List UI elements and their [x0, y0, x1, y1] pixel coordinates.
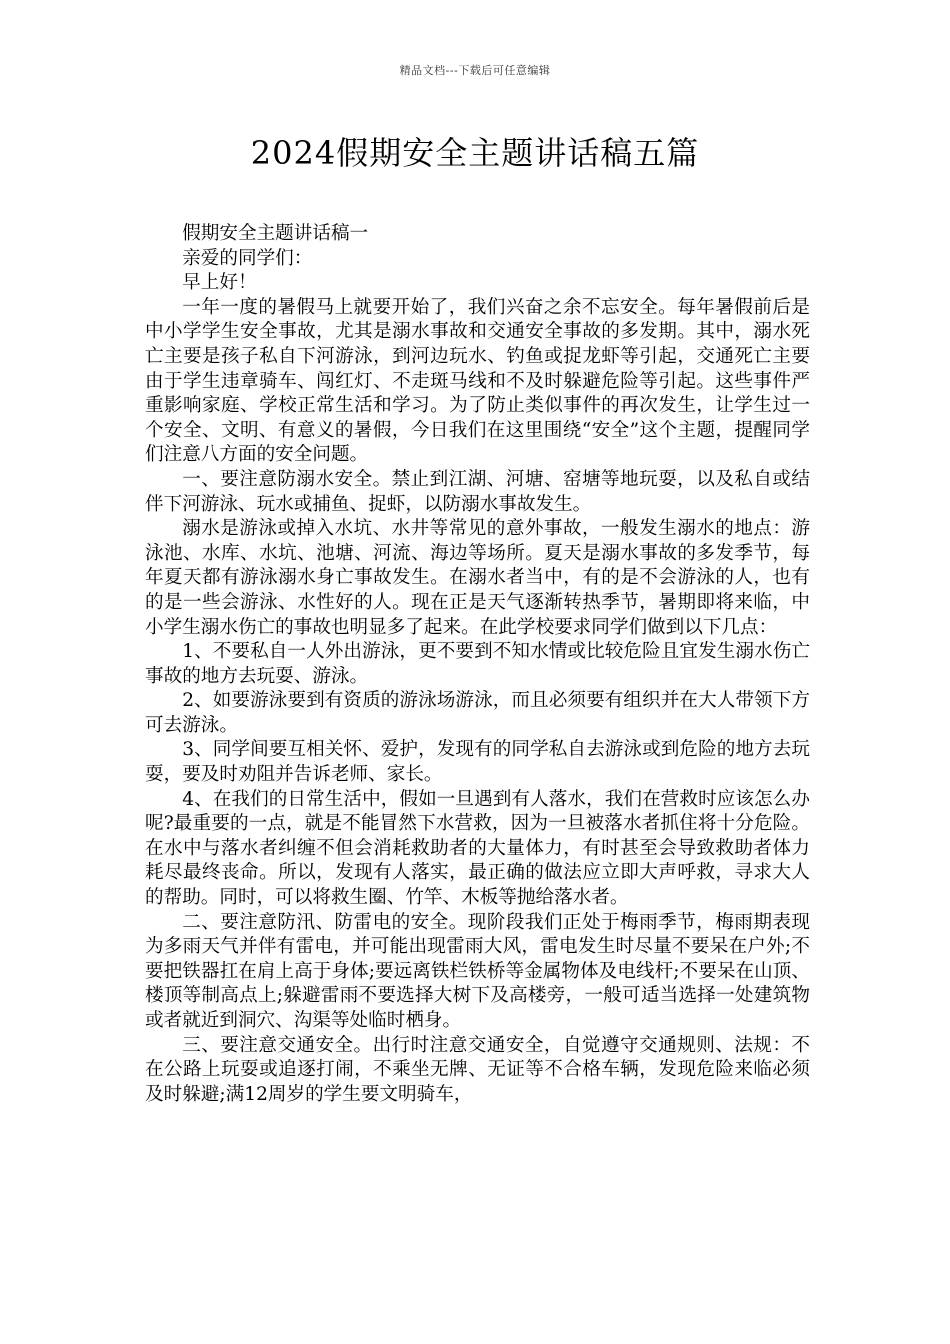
- greeting: 早上好！: [182, 272, 257, 294]
- list-item: 4、在我们的日常生活中，假如一旦遇到有人落水，我们在营救时应该怎么办呢?最重要的一点，就是不能冒然下水营救，因为一旦被落水者抓住将十分危险。在水中与落水者纠缠不但会消耗救助者的大量体力，有时甚至会导致救助者体力耗尽最终丧命。所以，发现有人落实，最正确的做法应立即大声呼救，寻求大人的帮助。同时，可以将救生圈、竹竿、木板等抛给落水者。: [145, 788, 810, 909]
- section-heading: 假期安全主题讲话稿一: [182, 223, 369, 244]
- document-body: [145, 222, 810, 1107]
- list-item: 3、同学间要互相关怀、爱护，发现有的同学私自去游泳或到危险的地方去玩耍，要及时劝阻并告诉老师、家长。: [145, 739, 810, 786]
- paragraph: 一年一度的暑假马上就要开始了，我们兴奋之余不忘安全。每年暑假前后是中小学学生安全事故，尤其是溺水事故和交通安全事故的多发期。其中，溺水死亡主要是孩子私自下河游泳，到河边玩水、钓鱼或捉龙虾等引起，交通死亡主要由于学生违章骑车、闯红灯、不走斑马线和不及时躲避危险等引起。这些事件严重影响家庭、学校正常生活和学习。为了防止类似事件的再次发生，让学生过一个安全、文明、有意义的暑假，今日我们在这里围绕“安全”这个主题，提醒同学们注意八方面的安全问题。: [145, 296, 810, 466]
- document-title: 2024假期安全主题讲话稿五篇: [250, 134, 700, 172]
- list-item: 2、如要游泳要到有资质的游泳场游泳，而且必须要有组织并在大人带领下方可去游泳。: [145, 690, 810, 736]
- list-item: 1、不要私自一人外出游泳，更不要到不知水情或比较危险且宜发生溺水伤亡事故的地方去玩耍、游泳。: [145, 641, 810, 687]
- paragraph: 三、要注意交通安全。出行时注意交通安全，自觉遵守交通规则、法规：不在公路上玩耍或追逐打闹，不乘坐无牌、无证等不合格车辆，发现危险来临必须及时躲避;满12周岁的学生要文明骑车，: [145, 1034, 810, 1105]
- paragraph: 一、要注意防溺水安全。禁止到江湖、河塘、窑塘等地玩耍，以及私自或结伴下河游泳、玩水或捕鱼、捉虾，以防溺水事故发生。: [145, 468, 810, 515]
- salutation: 亲爱的同学们：: [182, 247, 313, 269]
- paragraph: 溺水是游泳或掉入水坑、水井等常见的意外事故，一般发生溺水的地点：游泳池、水库、水坑、池塘、河流、海边等场所。夏天是溺水事故的多发季节，每年夏天都有游泳溺水身亡事故发生。在溺水者当中，有的是不会游泳的人，也有的是一些会游泳、水性好的人。现在正是天气逐渐转热季节，暑期即将来临，中小学生溺水伤亡的事故也明显多了起来。在此学校要求同学们做到以下几点：: [145, 518, 810, 638]
- paragraph: 二、要注意防汛、防雷电的安全。现阶段我们正处于梅雨季节，梅雨期表现为多雨天气并伴有雷电，并可能出现雷雨大风，雷电发生时尽量不要呆在户外;不要把铁器扛在肩上高于身体;要远离铁栏铁桥等金属物体及电线杆;不要呆在山顶、楼顶等制高点上;躲避雷雨不要选择大树下及高楼旁，一般可适当选择一处建筑物或者就近到洞穴、沟渠等处临时栖身。: [145, 911, 810, 1031]
- page-header-note: 精品文档---下载后可任意编辑: [399, 64, 551, 77]
